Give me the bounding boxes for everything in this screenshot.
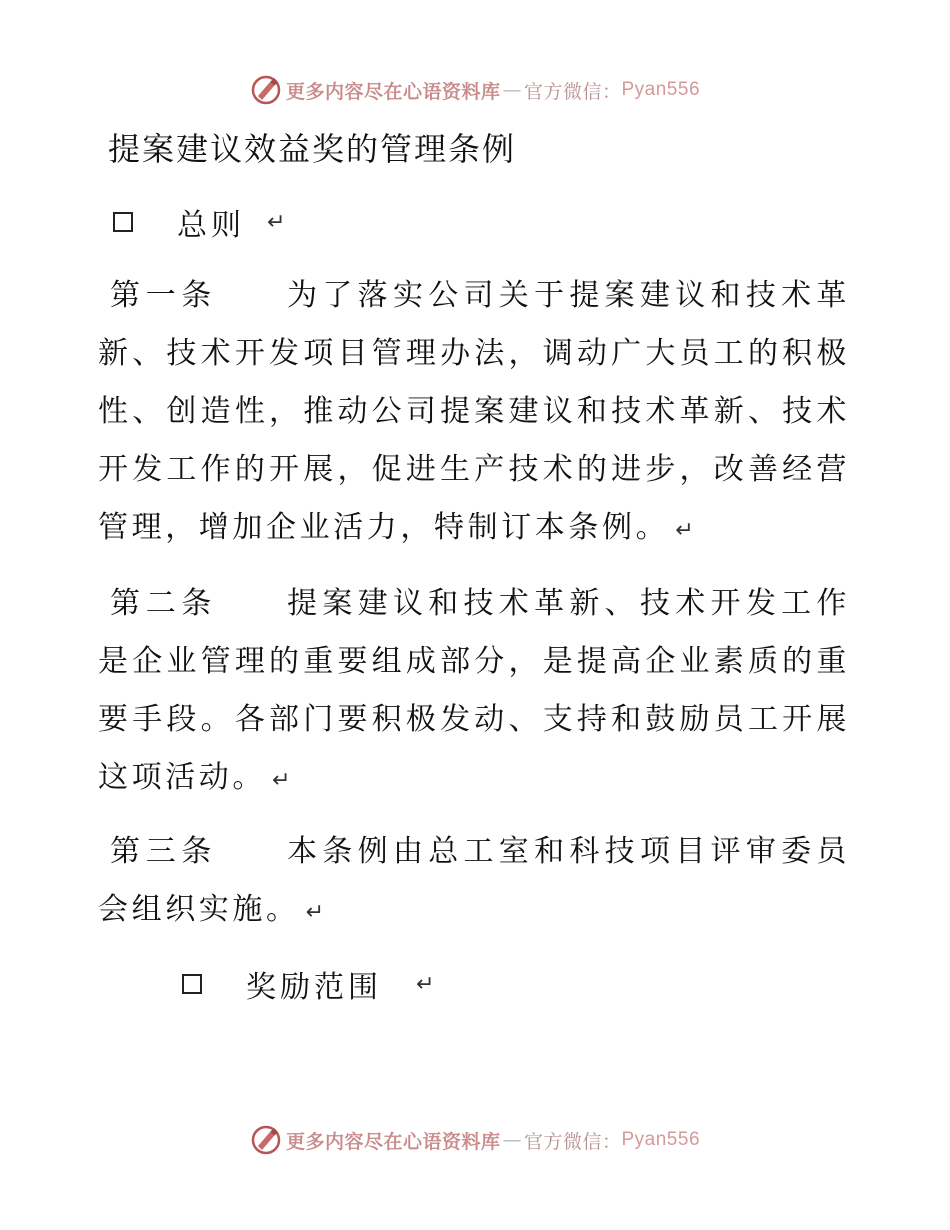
watermark-side-text: 官方微信： [523,1130,622,1153]
article-text: 为了落实公司关于提案建议和技术革新、技术开发项目管理办法，调动广大员工的积极性、创造性，推动公司提案建议和技术革新、技术开发工作的开展，促进生产技术的进步，改善经营管理，增加企业活力，特制订本条例。 [98,278,851,545]
section-label: 总则 [177,208,245,243]
watermark-main-text: 更多内容尽在心语资料库 [285,80,501,103]
checkbox-square-icon [182,974,202,994]
watermark-dash: — [502,79,522,101]
article-text: 提案建议和技术革新、技术开发工作是企业管理的重要组成部分，是提高企业素质的重要手段。各部门要积极发动、支持和鼓励员工开展这项活动。 [98,586,851,795]
header-watermark [0,70,950,110]
brand-logo-icon [250,1124,282,1156]
paragraph-mark-icon: ↵ [416,971,433,997]
article-text: 本条例由总工室和科技项目评审委员会组织实施。 [98,834,851,927]
article-1 [98,267,850,560]
section-heading-reward-scope [182,962,432,1006]
brand-logo-icon [250,74,282,106]
watermark-id: Pyan556 [621,79,701,100]
watermark-id: Pyan556 [621,1129,701,1150]
paragraph-mark-icon: ↵ [675,518,692,543]
article-number: 第一条 [110,278,218,313]
paragraph-mark-icon: ↵ [272,768,289,793]
watermark-dash: — [502,1129,522,1151]
paragraph-mark-icon: ↵ [267,209,284,235]
article-number: 第三条 [110,834,218,869]
checkbox-square-icon [113,212,133,232]
document-title: 提案建议效益奖的管理条例 [108,130,517,168]
article-2 [98,575,850,810]
article-number: 第二条 [110,586,218,621]
section-heading-general [113,200,283,244]
paragraph-mark-icon: ↵ [305,900,323,925]
watermark-side-text: 官方微信： [523,80,622,103]
article-3 [98,823,850,942]
section-label: 奖励范围 [246,970,382,1005]
watermark-main-text: 更多内容尽在心语资料库 [285,1130,501,1153]
footer-watermark [0,1120,950,1160]
